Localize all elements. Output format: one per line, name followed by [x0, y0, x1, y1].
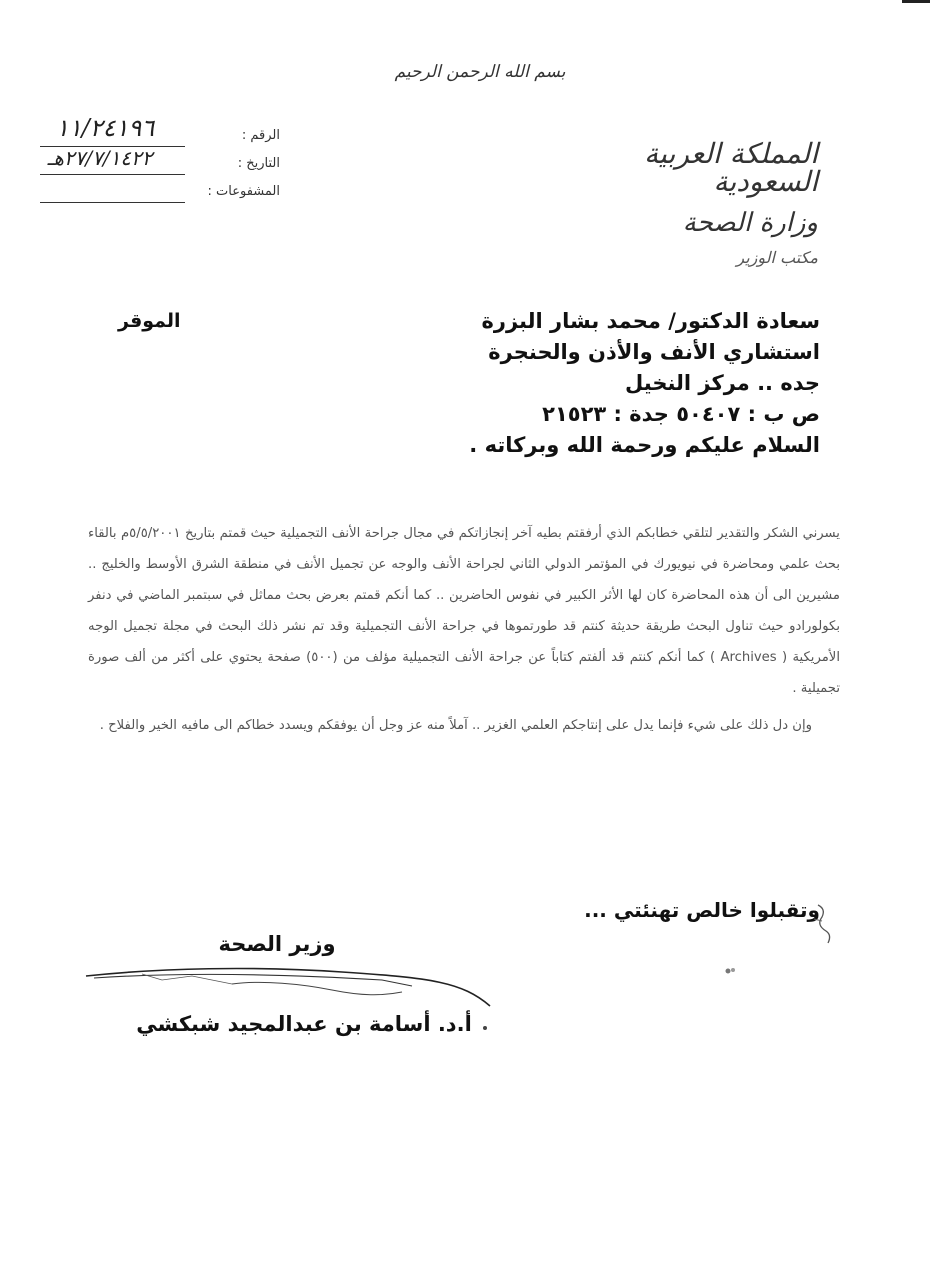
- letterhead: [638, 137, 818, 267]
- closing-line: وتقبلوا خالص تهنئتي ...: [584, 898, 820, 922]
- honorific: الموقر: [118, 310, 181, 332]
- letter-body: [88, 518, 840, 741]
- reference-number-label: الرقم :: [241, 128, 280, 143]
- letterhead-ministry: وزارة الصحة: [682, 208, 818, 238]
- reference-number-value: ١١/٢٤١٩٦: [55, 114, 155, 142]
- handwritten-mark-icon: [812, 895, 836, 955]
- body-paragraph-2: وإن دل ذلك على شيء فإنما يدل على إنتاجكم العلمي الغزير .. آملاً منه عز وجل أن يوفقكم ويسدد خطاكم الى مافيه الخير والفلاح .: [99, 718, 812, 733]
- reference-attachments-row: [30, 178, 280, 206]
- reference-block: [30, 114, 280, 206]
- recipient-name: سعادة الدكتور/ محمد بشار البزرة: [481, 309, 820, 333]
- recipient-block: [340, 306, 820, 461]
- greeting: السلام عليكم ورحمة الله وبركاته .: [469, 433, 820, 457]
- signatory-title: وزير الصحة: [218, 932, 336, 956]
- ink-dot: [483, 1026, 487, 1030]
- letterhead-country: المملكة العربية السعودية: [644, 137, 818, 198]
- ink-smudge-icon: [724, 966, 738, 976]
- reference-date-label: التاريخ :: [237, 156, 280, 171]
- reference-attachments-label: المشفوعات :: [207, 184, 280, 199]
- corner-mark: [902, 0, 930, 3]
- reference-attachments-line: [40, 202, 185, 203]
- reference-date-row: [30, 146, 280, 178]
- recipient-po-box: ص ب : ٥٠٤٠٧ جدة : ٢١٥٢٣: [542, 402, 820, 426]
- letterhead-office: مكتب الوزير: [736, 248, 818, 267]
- signatory-name: أ.د. أسامة بن عبدالمجيد شبكشي: [136, 1012, 472, 1036]
- recipient-location: جده .. مركز النخيل: [625, 371, 820, 395]
- recipient-title: استشاري الأنف والأذن والحنجرة: [488, 340, 820, 364]
- signature-scribble-icon: [82, 962, 502, 1014]
- basmala: بسم الله الرحمن الرحيم: [394, 62, 566, 82]
- reference-date-value: ٢٧/٧/١٤٢٢هـ: [47, 146, 153, 170]
- reference-date-line: [40, 174, 185, 175]
- body-paragraph-1: يسرني الشكر والتقدير لتلقي خطابكم الذي أرفقتم بطيه آخر إنجازاتكم في مجال جراحة الأنف التجميلية حيث قمتم بتاريخ ٥/٥/٢٠٠١م بالقاء بحث علمي ومحاضرة في نيويورك في المؤتمر الدولي الثاني لجراحة الأنف والوجه عن تجميل الأنف في منطقة الشرق الأوسط والخليج .. مشيرين الى أن هذه المحاضرة كان لها الأثر الكبير في نفوس الحاضرين .. كما أنكم قمتم بعرض بحث مماثل في سبتمبر الماضي في دنفر بكولورادو حيث تناول البحث طريقة حديثة كنتم قد طورتموها في جراحة الأنف التجميلية وقد تم نشر ذلك البحث في مجلة تجميل الوجه الأمريكية ( Archives ) كما أنكم كنتم قد ألفتم كتاباً عن جراحة الأنف التجميلية مؤلف من (٥٠٠) صفحة يحتوي على أكثر من ألف صورة تجميلية .: [88, 526, 840, 696]
